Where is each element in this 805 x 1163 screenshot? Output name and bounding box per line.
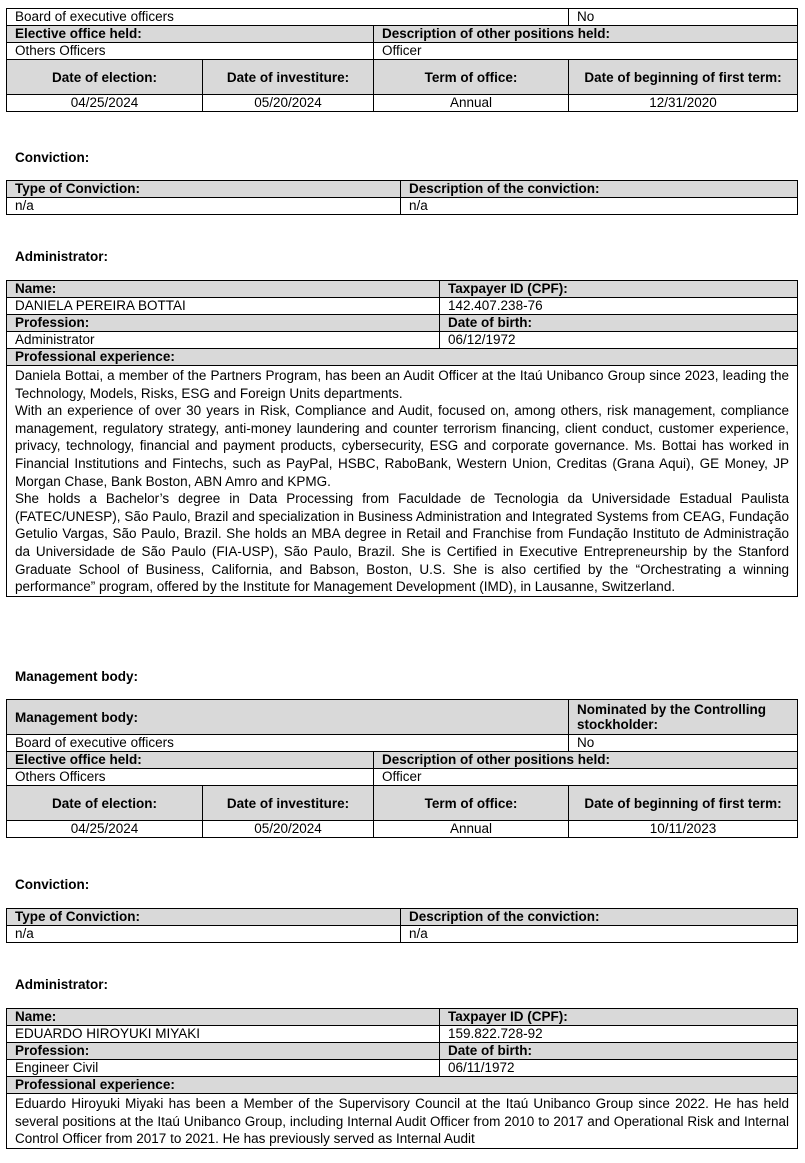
date-election-header: Date of election: <box>7 786 203 821</box>
first-term-value: 12/31/2020 <box>569 95 798 112</box>
experience-text <box>7 366 798 597</box>
nominated-value: No <box>569 9 798 26</box>
cpf-value: 159.822.728-92 <box>440 1026 798 1043</box>
term-header: Term of office: <box>374 786 569 821</box>
experience-paragraph: She holds a Bachelor’s degree in Data Processing from Faculdade de Tecnologia da Universidade Estadual Paulista (FATEC/UNESP), São Paulo, Brazil and specialization in Business Administration and Integrated Systems from CEAG, Fundação Getulio Vargas, São Paulo, Brazil. She holds an MBA degree in Retail and Franchise from Fundação Instituto de Administração da Universidade de São Paulo (FIA-USP), São Paulo, Brazil. She is Certified in Executive Entrepreneurship by the Stanford Graduate School of Business, California, and Babson, Boston, U.S. She is also certified by the “Orchestrating a winning performance” program, offered by the Institute for Management Development (IMD), in Lausanne, Switzerland. <box>15 491 789 595</box>
experience-paragraph: With an experience of over 30 years in Risk, Compliance and Audit, focused on, among others, risk management, compliance management, regulatory strategy, anti-money laundering and counter terrorism financing, client conduct, customer experience, privacy, technology, financial and payment products, cybersecurity, ESG and corporate governance. Ms. Bottai has worked in Financial Institutions and Fintechs, such as PayPal, HSBC, RaboBank, Western Union, Creditas (Grana Aqui), GE Money, JP Morgan Chase, Bank Boston, ABN Amro and KPMG. <box>15 403 789 489</box>
conviction-table-1 <box>6 180 798 215</box>
first-term-header: Date of beginning of first term: <box>569 786 798 821</box>
first-term-value: 10/11/2023 <box>569 821 798 838</box>
name-header: Name: <box>7 1009 440 1026</box>
conviction-table-2 <box>6 908 798 943</box>
first-term-header: Date of beginning of first term: <box>569 60 798 95</box>
conviction-type-header: Type of Conviction: <box>7 909 401 926</box>
cpf-header: Taxpayer ID (CPF): <box>440 1009 798 1026</box>
conviction-desc-header: Description of the conviction: <box>401 181 798 198</box>
conviction-desc-value: n/a <box>401 926 798 943</box>
conviction-section-label: Conviction: <box>15 150 90 165</box>
name-value: EDUARDO HIROYUKI MIYAKI <box>7 1026 440 1043</box>
management-body-value: Board of executive officers <box>7 9 569 26</box>
date-investiture-value: 05/20/2024 <box>203 821 374 838</box>
other-positions-header: Description of other positions held: <box>374 26 798 43</box>
date-election-value: 04/25/2024 <box>7 821 203 838</box>
term-header: Term of office: <box>374 60 569 95</box>
administrator-table-2 <box>6 1008 798 1149</box>
conviction-type-header: Type of Conviction: <box>7 181 401 198</box>
management-body-section-label: Management body: <box>15 669 139 684</box>
management-body-table-1 <box>6 8 798 112</box>
dob-value: 06/11/1972 <box>440 1060 798 1077</box>
name-value: DANIELA PEREIRA BOTTAI <box>7 298 440 315</box>
name-header: Name: <box>7 281 440 298</box>
experience-paragraph: Daniela Bottai, a member of the Partners Program, has been an Audit Officer at the Itaú Unibanco Group since 2023, leading the Technology, Models, Risks, ESG and Foreign Units departments. <box>15 368 789 401</box>
profession-header: Profession: <box>7 315 440 332</box>
cpf-header: Taxpayer ID (CPF): <box>440 281 798 298</box>
dob-header: Date of birth: <box>440 1043 798 1060</box>
term-value: Annual <box>374 821 569 838</box>
elective-office-value: Others Officers <box>7 43 374 60</box>
other-positions-header: Description of other positions held: <box>374 752 798 769</box>
conviction-type-value: n/a <box>7 926 401 943</box>
elective-office-header: Elective office held: <box>7 752 374 769</box>
date-investiture-header: Date of investiture: <box>203 60 374 95</box>
management-body-value: Board of executive officers <box>7 735 569 752</box>
experience-header: Professional experience: <box>7 1077 798 1094</box>
experience-header: Professional experience: <box>7 349 798 366</box>
other-positions-value: Officer <box>374 43 798 60</box>
date-investiture-header: Date of investiture: <box>203 786 374 821</box>
experience-paragraph: Eduardo Hiroyuki Miyaki has been a Member of the Supervisory Council at the Itaú Unibanco Group since 2022. He has held several positions at the Itaú Unibanco Group, including Internal Audit Officer from 2010 to 2017 and Operational Risk and Internal Control Officer from 2017 to 2021. He has previously served as Internal Audit <box>15 1096 789 1147</box>
administrator-table-1 <box>6 280 798 597</box>
elective-office-value: Others Officers <box>7 769 374 786</box>
date-election-value: 04/25/2024 <box>7 95 203 112</box>
management-body-table-2 <box>6 699 798 838</box>
experience-text <box>7 1094 798 1149</box>
profession-header: Profession: <box>7 1043 440 1060</box>
conviction-desc-header: Description of the conviction: <box>401 909 798 926</box>
administrator-section-label: Administrator: <box>15 249 109 264</box>
cpf-value: 142.407.238-76 <box>440 298 798 315</box>
profession-value: Administrator <box>7 332 440 349</box>
conviction-desc-value: n/a <box>401 198 798 215</box>
dob-value: 06/12/1972 <box>440 332 798 349</box>
conviction-section-label: Conviction: <box>15 877 90 892</box>
administrator-section-label: Administrator: <box>15 977 109 992</box>
date-election-header: Date of election: <box>7 60 203 95</box>
other-positions-value: Officer <box>374 769 798 786</box>
management-body-header: Management body: <box>7 700 569 735</box>
term-value: Annual <box>374 95 569 112</box>
conviction-type-value: n/a <box>7 198 401 215</box>
nominated-value: No <box>569 735 798 752</box>
profession-value: Engineer Civil <box>7 1060 440 1077</box>
nominated-header: Nominated by the Controlling stockholder: <box>569 700 798 735</box>
dob-header: Date of birth: <box>440 315 798 332</box>
elective-office-header: Elective office held: <box>7 26 374 43</box>
date-investiture-value: 05/20/2024 <box>203 95 374 112</box>
